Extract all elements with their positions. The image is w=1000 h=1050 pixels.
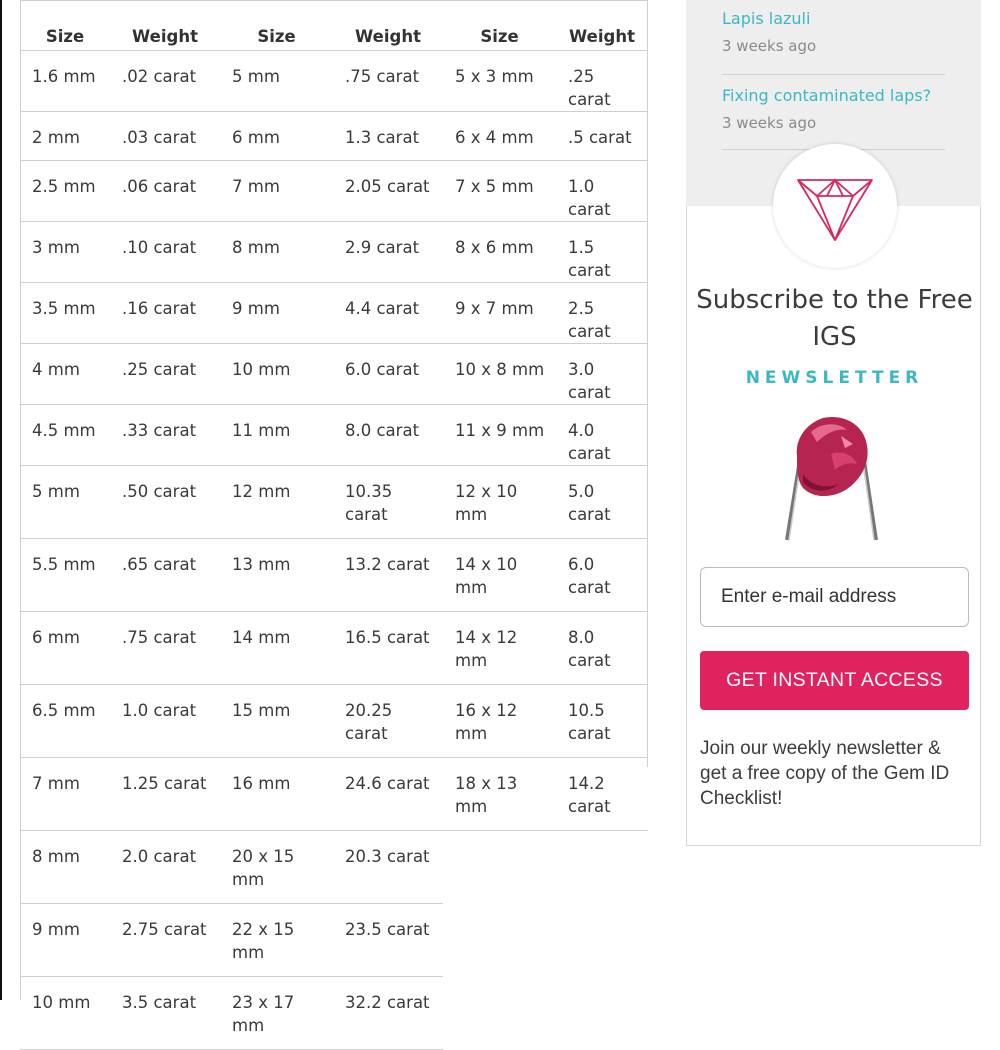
table-cell-weight: 13.2 carat <box>345 555 430 574</box>
table-cell-weight: .25 carat <box>568 67 611 109</box>
table-header-row <box>20 1 648 51</box>
table-cell-size: 23 x 17 mm <box>220 977 333 1050</box>
column-header-size: Size <box>45 27 85 46</box>
email-input[interactable] <box>700 567 969 627</box>
table-body <box>20 51 648 1050</box>
table-cell-weight: .33 carat <box>122 421 197 440</box>
table-cell-size: 5 mm <box>232 67 280 86</box>
table-cell-weight: 10.35 carat <box>345 482 393 524</box>
table-row <box>20 904 648 977</box>
table-cell-size: 16 x 12 mm <box>455 701 518 743</box>
newsletter-title: Subscribe to the Free IGS <box>696 285 973 352</box>
table-cell-weight: .65 carat <box>122 555 197 574</box>
table-cell-weight: 2.05 carat <box>345 177 430 196</box>
table-cell-size: 10 mm <box>232 360 291 379</box>
table-cell-weight: 2.75 carat <box>110 904 220 977</box>
table-cell-weight <box>556 904 648 977</box>
table-cell-size <box>443 831 556 904</box>
recent-post-link[interactable]: Lapis lazuli <box>722 9 811 28</box>
newsletter-signup-box <box>686 206 981 846</box>
table-cell-weight: 3.0 carat <box>568 360 611 402</box>
table-cell-weight: 6.0 carat <box>568 555 611 597</box>
table-cell-weight: 14.2 carat <box>568 774 611 816</box>
table-cell-weight: 4.0 carat <box>568 421 611 463</box>
table-row <box>20 758 648 831</box>
table-cell-size: 11 x 9 mm <box>455 421 545 440</box>
newsletter-kicker: NEWSLETTER <box>745 368 924 388</box>
table-cell-weight: .75 carat <box>122 628 197 647</box>
table-cell-weight: 2.0 carat <box>110 831 220 904</box>
table-cell-weight: 1.0 carat <box>122 701 197 720</box>
table-cell-weight: 10.5 carat <box>568 701 611 743</box>
table-cell-size: 14 x 12 mm <box>455 628 518 670</box>
table-cell-weight <box>556 831 648 904</box>
table-row <box>20 466 648 539</box>
table-cell-size <box>443 904 556 977</box>
table-cell-size: 4.5 mm <box>32 421 96 440</box>
gemstone-in-tweezers-image <box>781 414 881 540</box>
table-row <box>20 831 648 904</box>
table-cell-weight: 24.6 carat <box>345 774 430 793</box>
table-cell-size: 14 mm <box>232 628 291 647</box>
table-cell-size: 12 mm <box>232 482 291 501</box>
table-cell-weight: .16 carat <box>122 299 197 318</box>
table-cell-weight: 20.3 carat <box>333 831 443 904</box>
table-cell-size: 3 mm <box>32 238 80 257</box>
table-cell-weight: 5.0 carat <box>568 482 611 524</box>
column-header-size: Size <box>257 27 296 46</box>
table-cell-weight: 1.3 carat <box>345 128 420 147</box>
column-header-weight: Weight <box>569 27 635 46</box>
table-row <box>20 977 648 1050</box>
table-cell-weight: 8.0 carat <box>568 628 611 670</box>
table-cell-size: 6.5 mm <box>32 701 96 720</box>
table-cell-size: 14 x 10 mm <box>455 555 518 597</box>
gem-logo-icon <box>795 174 875 244</box>
table-cell-size: 8 x 6 mm <box>455 238 534 257</box>
table-cell-size: 16 mm <box>232 774 291 793</box>
table-cell-size: 10 x 8 mm <box>455 360 545 379</box>
table-cell-weight: .02 carat <box>122 67 197 86</box>
recent-post-time: 3 weeks ago <box>722 37 817 55</box>
table-cell-weight: .25 carat <box>122 360 197 379</box>
table-row <box>20 685 648 758</box>
table-cell-size: 7 mm <box>32 774 80 793</box>
table-cell-weight: 20.25 carat <box>345 701 393 743</box>
page-left-border <box>0 0 2 1000</box>
table-cell-size: 5 mm <box>32 482 80 501</box>
table-cell-size: 11 mm <box>232 421 291 440</box>
table-cell-size: 4 mm <box>32 360 80 379</box>
gem-size-weight-table-container <box>20 0 648 1050</box>
table-cell-weight: 1.25 carat <box>122 774 207 793</box>
table-cell-size: 18 x 13 mm <box>455 774 518 816</box>
column-header-weight: Weight <box>132 27 198 46</box>
table-cell-weight: 1.0 carat <box>568 177 611 219</box>
table-cell-size: 5 x 3 mm <box>455 67 534 86</box>
table-right-border <box>647 0 648 767</box>
table-cell-size: 10 mm <box>20 977 110 1050</box>
table-row <box>20 405 648 466</box>
table-cell-size: 13 mm <box>232 555 291 574</box>
get-instant-access-button[interactable]: GET INSTANT ACCESS <box>700 651 969 710</box>
table-cell-weight: .5 carat <box>568 128 632 147</box>
table-cell-size: 8 mm <box>20 831 110 904</box>
table-cell-size: 15 mm <box>232 701 291 720</box>
table-cell-weight: 4.4 carat <box>345 299 420 318</box>
table-cell-size: 1.6 mm <box>32 67 96 86</box>
table-cell-size: 22 x 15 mm <box>220 904 333 977</box>
table-cell-weight: 2.5 carat <box>568 299 611 341</box>
table-cell-weight: 16.5 carat <box>345 628 430 647</box>
sidebar <box>686 0 981 809</box>
table-cell-size: 2.5 mm <box>32 177 96 196</box>
table-cell-size: 7 mm <box>232 177 280 196</box>
recent-post-item <box>722 75 945 150</box>
table-cell-size <box>443 977 556 1050</box>
gem-size-weight-table <box>20 0 648 1050</box>
table-cell-weight: .10 carat <box>122 238 197 257</box>
table-row <box>20 222 648 283</box>
table-cell-weight: 2.9 carat <box>345 238 420 257</box>
table-cell-weight: 6.0 carat <box>345 360 420 379</box>
table-cell-weight: 23.5 carat <box>333 904 443 977</box>
table-row <box>20 539 648 612</box>
recent-post-time: 3 weeks ago <box>722 114 817 132</box>
table-cell-weight: .50 carat <box>122 482 197 501</box>
table-cell-size: 5.5 mm <box>32 555 96 574</box>
table-cell-size: 6 x 4 mm <box>455 128 534 147</box>
table-cell-weight: 8.0 carat <box>345 421 420 440</box>
table-row <box>20 161 648 222</box>
table-row <box>20 344 648 405</box>
table-cell-size: 9 mm <box>20 904 110 977</box>
table-cell-weight: .06 carat <box>122 177 197 196</box>
table-cell-size: 8 mm <box>232 238 280 257</box>
table-cell-size: 20 x 15 mm <box>220 831 333 904</box>
table-row <box>20 51 648 112</box>
table-cell-size: 2 mm <box>32 128 80 147</box>
table-cell-weight: .03 carat <box>122 128 197 147</box>
column-header-weight: Weight <box>355 27 421 46</box>
table-cell-size: 6 mm <box>32 628 80 647</box>
table-cell-weight: 1.5 carat <box>568 238 611 280</box>
table-cell-weight <box>556 977 648 1050</box>
column-header-size: Size <box>480 27 519 46</box>
table-cell-weight: 3.5 carat <box>110 977 220 1050</box>
table-row <box>20 112 648 161</box>
recent-post-link[interactable]: Fixing contaminated laps? <box>722 86 932 105</box>
table-cell-size: 3.5 mm <box>32 299 96 318</box>
table-cell-weight: 32.2 carat <box>333 977 443 1050</box>
table-cell-size: 9 mm <box>232 299 280 318</box>
table-row <box>20 283 648 344</box>
igs-logo <box>773 144 897 268</box>
table-row <box>20 612 648 685</box>
table-cell-weight: .75 carat <box>345 67 420 86</box>
table-cell-size: 7 x 5 mm <box>455 177 534 196</box>
table-cell-size: 6 mm <box>232 128 280 147</box>
table-cell-size: 9 x 7 mm <box>455 299 534 318</box>
table-cell-size: 12 x 10 mm <box>455 482 518 524</box>
recent-post-item <box>722 0 945 75</box>
newsletter-description: Join our weekly newsletter & get a free copy of the Gem ID Checklist! <box>700 738 950 809</box>
